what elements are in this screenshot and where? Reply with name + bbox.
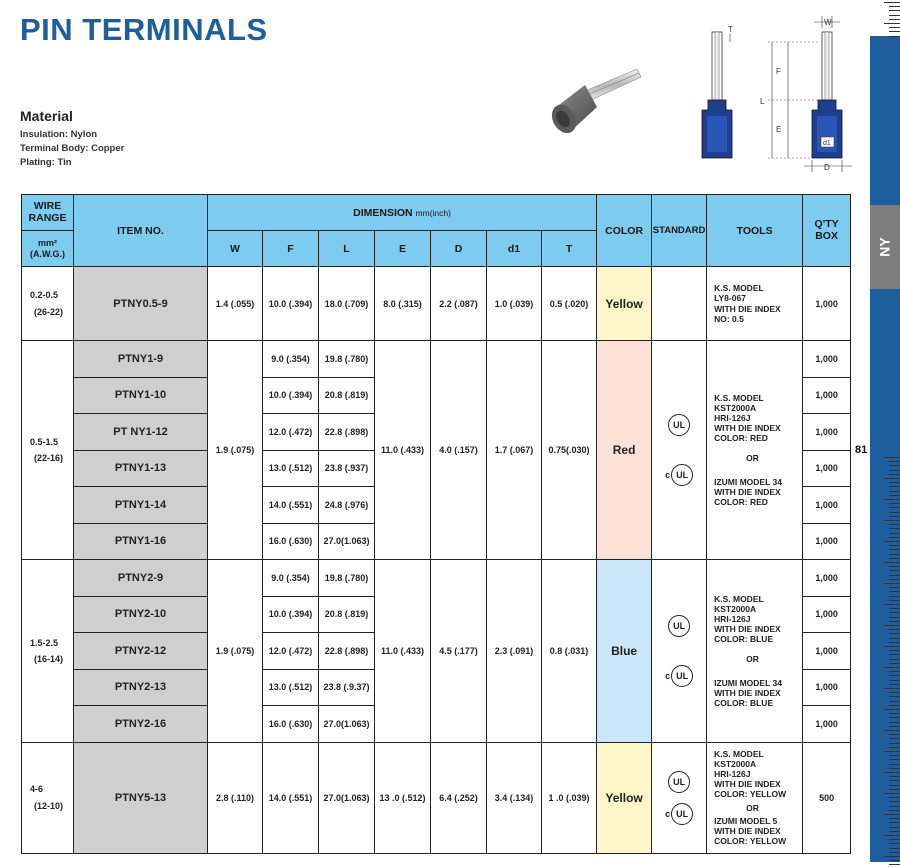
tools-line: WITH DIE INDEX [714,687,781,698]
header-qty [803,195,851,267]
material-heading: Material [20,108,73,124]
tools-line: HRI-126J [714,613,751,624]
header-wire-units [22,231,74,267]
ruler-tick [889,726,900,727]
ruler-tick [889,575,900,576]
tools-line: WITH DIE INDEX [714,422,781,433]
label-T: T [728,25,733,34]
tools-line: WITH DIE INDEX [714,487,781,498]
ruler-tick [889,692,900,693]
header-box-text: BOX [815,229,838,242]
dim-d: 4.0 (.157) [431,341,487,560]
dim-l: 24.8 (.976) [319,487,375,524]
ul-listed-icon: UL [671,803,693,825]
spec-table-body [22,267,851,854]
ruler-tick [889,6,900,7]
qty-box: 1,000 [803,450,851,487]
dim-d: 2.2 (.087) [431,267,487,341]
ruler-tick [884,23,900,24]
ruler-tick [889,671,900,672]
ruler-tick [889,516,900,517]
ruler-tick [884,562,900,563]
ruler-tick [889,528,900,529]
item-number: PTNY2-16 [74,706,208,743]
ruler-tick [884,520,900,521]
qty-box: 1,000 [803,377,851,414]
standard-cell [652,341,707,560]
tools-line: K.S. MODEL [714,593,764,604]
ruler-tick [884,688,900,689]
ruler-tick [889,36,900,37]
ruler-tick [889,579,900,580]
section-tab [870,205,900,289]
item-number: PTNY1-9 [74,341,208,378]
table-row [22,742,851,853]
ruler-tick [884,541,900,542]
ruler-tick [889,696,900,697]
tools-or: OR [746,653,759,664]
wire-range-awg: (16-14) [34,653,64,664]
ruler-tick [889,654,900,655]
item-number: PTNY5-13 [74,742,208,853]
wire-range-cell [22,341,74,560]
dim-l: 23.8 (.9.37) [319,669,375,706]
ruler-tick [889,587,900,588]
ruler-tick [889,764,900,765]
dim-d1: 1.0 (.039) [487,267,542,341]
tools-line: HRI-126J [714,769,751,780]
tools-or: OR [746,802,759,813]
header-color: COLOR [597,195,652,267]
ruler-tick [889,545,900,546]
dim-l: 27.0(1.063) [319,742,375,853]
ruler-tick [884,604,900,605]
ruler-tick [889,705,900,706]
ruler-tick [889,780,900,781]
ruler-tick [884,457,900,458]
header-col-l: L [319,231,375,267]
ruler-marks-top [882,0,900,36]
ruler-tick [889,549,900,550]
header-qty-text: Q'TY [814,217,839,230]
ruler-tick [884,478,900,479]
ruler-tick [889,848,900,849]
dim-e: 11.0 (.433) [375,560,431,743]
dim-d: 4.5 (.177) [431,560,487,743]
dim-l: 20.8 (.819) [319,377,375,414]
ruler-tick [889,612,900,613]
ruler-tick [889,591,900,592]
tools-line: KST2000A [714,603,757,614]
dim-f: 10.0 (.394) [263,377,319,414]
dim-l: 23.8 (.937) [319,450,375,487]
ruler-tick [889,860,900,861]
wire-range-cell [22,267,74,341]
wire-range-cell [22,742,74,853]
qty-box: 500 [803,742,851,853]
ruler-tick [884,583,900,584]
ruler-tick [889,738,900,739]
ruler-tick [889,650,900,651]
ul-listed-icon: UL [671,665,693,687]
tools-line: KST2000A [714,402,757,413]
ruler-tick [889,642,900,643]
item-number: PTNY1-13 [74,450,208,487]
ruler-tick [889,31,900,32]
wire-range-cell [22,560,74,743]
ruler-tick [884,667,900,668]
dim-f: 13.0 (.512) [263,669,319,706]
ruler-tick [884,709,900,710]
ruler-tick [889,722,900,723]
dim-f: 14.0 (.551) [263,742,319,853]
wire-range-mm: 0.2-0.5 [30,290,59,301]
tools-line: LY8-067 [714,293,746,304]
tools-line: COLOR: YELLOW [714,789,787,800]
tools-line: COLOR: RED [714,432,768,443]
tools-or: OR [746,453,759,463]
ruler-tick [884,2,900,3]
ruler-tick [889,608,900,609]
ruler-tick [889,831,900,832]
tools-line: COLOR: YELLOW [714,835,787,846]
ruler-tick [889,491,900,492]
qty-box: 1,000 [803,706,851,743]
ruler-tick [889,801,900,802]
ul-listed-icon: UL [668,771,690,793]
ruler-tick [889,486,900,487]
dim-f: 16.0 (.630) [263,706,319,743]
qty-box: 1,000 [803,267,851,341]
ruler-tick [889,629,900,630]
ruler-tick [889,776,900,777]
dim-l: 27.0(1.063) [319,523,375,560]
ruler-tick [889,852,900,853]
ruler-tick [889,797,900,798]
item-number: PTNY2-12 [74,633,208,670]
item-number: PTNY1-16 [74,523,208,560]
dim-e: 11.0 (.433) [375,341,431,560]
wire-range-awg: (26-22) [34,306,64,317]
spec-table [21,194,851,854]
standard-cell [652,742,707,853]
ruler-tick [889,600,900,601]
material-plating: Plating: Tin [20,157,72,168]
ruler-tick [889,465,900,466]
ruler-tick [889,15,900,16]
ruler-tick [889,566,900,567]
material-body: Terminal Body: Copper [20,143,125,154]
header-col-d1: d1 [487,231,542,267]
item-number: PTNY1-14 [74,487,208,524]
ul-listed-icon: UL [671,464,693,486]
ruler-tick [889,638,900,639]
dim-f: 10.0 (.394) [263,267,319,341]
dim-f: 12.0 (.472) [263,633,319,670]
ruler-tick [889,713,900,714]
ruler-tick [884,856,900,857]
ruler-tick [889,684,900,685]
ruler-tick [889,633,900,634]
header-dimension-units: mm(inch) [415,207,451,218]
dim-f: 13.0 (.512) [263,450,319,487]
ruler-tick [889,659,900,660]
ul-listed-icon: UL [668,414,690,436]
dim-d1: 3.4 (.134) [487,742,542,853]
ruler-tick [889,675,900,676]
dim-f: 12.0 (.472) [263,414,319,451]
dim-t: 0.5 (.020) [542,267,597,341]
tools-cell [707,560,803,743]
ruler-tick [889,537,900,538]
ruler-tick [884,772,900,773]
dim-f: 9.0 (.354) [263,560,319,597]
wire-range-mm: 4-6 [30,784,44,795]
ruler-tick [889,554,900,555]
wire-range-mm: 1.5-2.5 [30,637,59,648]
ruler-tick [884,730,900,731]
tools-line: IZUMI MODEL 34 [714,677,782,688]
tools-line: K.S. MODEL [714,392,764,403]
ruler-tick [889,495,900,496]
header-col-d: D [431,231,487,267]
dim-l: 22.8 (.898) [319,633,375,670]
label-D: D [824,163,830,172]
header-col-e: E [375,231,431,267]
header-col-t: T [542,231,597,267]
ruler-tick [889,785,900,786]
qty-box: 1,000 [803,414,851,451]
ruler-tick [889,524,900,525]
label-E: E [776,125,782,134]
table-row [22,267,851,341]
cul-listed-icon: c UL [665,803,693,825]
item-number: PTNY2-10 [74,596,208,633]
label-d1: d1 [823,140,831,147]
ruler-tick [889,843,900,844]
ruler-tick [889,864,900,865]
qty-box: 1,000 [803,633,851,670]
ruler-tick [889,680,900,681]
tools-line: K.S. MODEL [714,283,764,294]
item-number: PT NY1-12 [74,414,208,451]
header-col-w: W [208,231,263,267]
color-cell: Yellow [597,267,652,341]
dim-f: 14.0 (.551) [263,487,319,524]
tools-line: WITH DIE INDEX [714,825,781,836]
wire-range-awg: (22-16) [34,453,64,463]
ruler-tick [889,747,900,748]
dim-t: 1 .0 (.039) [542,742,597,853]
dim-w: 2.8 (.110) [208,742,263,853]
header-tools: TOOLS [707,195,803,267]
cul-listed-icon: c UL [665,464,693,486]
dimension-diagram [690,12,868,174]
ruler-tick [889,558,900,559]
ruler-tick [884,814,900,815]
dim-l: 27.0(1.063) [319,706,375,743]
dim-d: 6.4 (.252) [431,742,487,853]
cul-listed-icon: c UL [665,665,693,687]
dim-e: 8.0 (.315) [375,267,431,341]
ruler-tick [884,646,900,647]
tools-line: COLOR: BLUE [714,697,774,708]
ruler-tick [884,751,900,752]
ruler-tick [889,701,900,702]
dim-l: 19.8 (.780) [319,341,375,378]
standard-cell [652,267,707,341]
ruler-tick [884,625,900,626]
ruler-tick [889,818,900,819]
table-row [22,341,851,378]
ruler-tick [889,755,900,756]
ruler-tick [889,596,900,597]
item-number: PTNY2-13 [74,669,208,706]
page-title: PIN TERMINALS [20,12,268,47]
dim-l: 22.8 (.898) [319,414,375,451]
ruler-tick [889,768,900,769]
label-W: W [824,18,832,27]
tools-line: COLOR: BLUE [714,633,774,644]
section-tab-label: NY [876,237,893,257]
ruler-tick [889,743,900,744]
ruler-tick [889,19,900,20]
dim-t: 0.75(.030) [542,341,597,560]
tools-line: WITH DIE INDEX [714,303,781,314]
qty-box: 1,000 [803,596,851,633]
qty-box: 1,000 [803,669,851,706]
ruler-tick [884,499,900,500]
dim-d1: 2.3 (.091) [487,560,542,743]
ruler-tick [889,470,900,471]
tools-line: WITH DIE INDEX [714,779,781,790]
label-L: L [760,97,765,106]
ruler-tick [889,663,900,664]
dim-w: 1.9 (.075) [208,341,263,560]
dim-l: 18.0 (.709) [319,267,375,341]
ruler-tick [889,734,900,735]
wire-range-awg: (12-10) [34,800,64,811]
dim-e: 13 .0 (.512) [375,742,431,853]
color-cell: Red [597,341,652,560]
dim-f: 9.0 (.354) [263,341,319,378]
header-wire-mm: mm² [37,237,57,248]
header-wire-range-text: WIRE RANGE [28,200,67,224]
tools-cell [707,267,803,341]
ruler-tick [884,835,900,836]
tools-line: IZUMI MODEL 34 [714,477,782,488]
header-wire-awg: (A.W.G.) [30,248,65,259]
ul-listed-icon: UL [668,615,690,637]
dim-w: 1.4 (.055) [208,267,263,341]
ruler-tick [889,533,900,534]
ruler-tick [889,482,900,483]
material-insulation: Insulation: Nylon [20,129,98,140]
header-wire-range [22,195,74,231]
qty-box: 1,000 [803,341,851,378]
ruler-tick [889,717,900,718]
qty-box: 1,000 [803,487,851,524]
tools-line: IZUMI MODEL 5 [714,815,778,826]
product-photo [545,55,655,145]
table-row [22,560,851,597]
dim-f: 10.0 (.394) [263,596,319,633]
ruler-tick [884,793,900,794]
item-number: PTNY0.5-9 [74,267,208,341]
tools-line: HRI-126J [714,412,751,423]
ruler-marks-bottom [882,455,900,865]
ruler-tick [889,806,900,807]
header-dimension [208,195,597,231]
tools-line: WITH DIE INDEX [714,623,781,634]
tools-line: COLOR: RED [714,497,768,508]
ruler-tick [889,789,900,790]
standard-cell [652,560,707,743]
ruler-tick [889,810,900,811]
header-item-no: ITEM NO. [74,195,208,267]
dim-l: 20.8 (.819) [319,596,375,633]
ruler-tick [889,570,900,571]
dim-f: 16.0 (.630) [263,523,319,560]
ruler-tick [889,27,900,28]
ruler-tick [889,759,900,760]
ruler-tick [889,512,900,513]
ruler-tick [889,507,900,508]
color-cell: Yellow [597,742,652,853]
dim-t: 0.8 (.031) [542,560,597,743]
ruler-tick [889,461,900,462]
qty-box: 1,000 [803,523,851,560]
ruler-tick [889,839,900,840]
qty-box: 1,000 [803,560,851,597]
ruler-tick [889,10,900,11]
header-dimension-text: DIMENSION [353,206,413,219]
tools-cell [707,341,803,560]
item-number: PTNY1-10 [74,377,208,414]
tools-cell [707,742,803,853]
wire-range-mm: 0.5-1.5 [30,436,59,447]
ruler-tick [889,822,900,823]
ruler-tick [889,617,900,618]
ruler-tick [889,827,900,828]
header-col-f: F [263,231,319,267]
dim-w: 1.9 (.075) [208,560,263,743]
ruler-tick [889,621,900,622]
header-standard: STANDARD [652,195,707,267]
ruler-tick [889,474,900,475]
item-number: PTNY2-9 [74,560,208,597]
dim-d1: 1.7 (.067) [487,341,542,560]
page-number: 81 [855,444,868,456]
color-cell: Blue [597,560,652,743]
tools-line: KST2000A [714,759,757,770]
tools-line: NO: 0.5 [714,313,744,324]
dim-l: 19.8 (.780) [319,560,375,597]
ruler-tick [889,503,900,504]
tools-line: K.S. MODEL [714,749,764,760]
label-F: F [776,67,781,76]
